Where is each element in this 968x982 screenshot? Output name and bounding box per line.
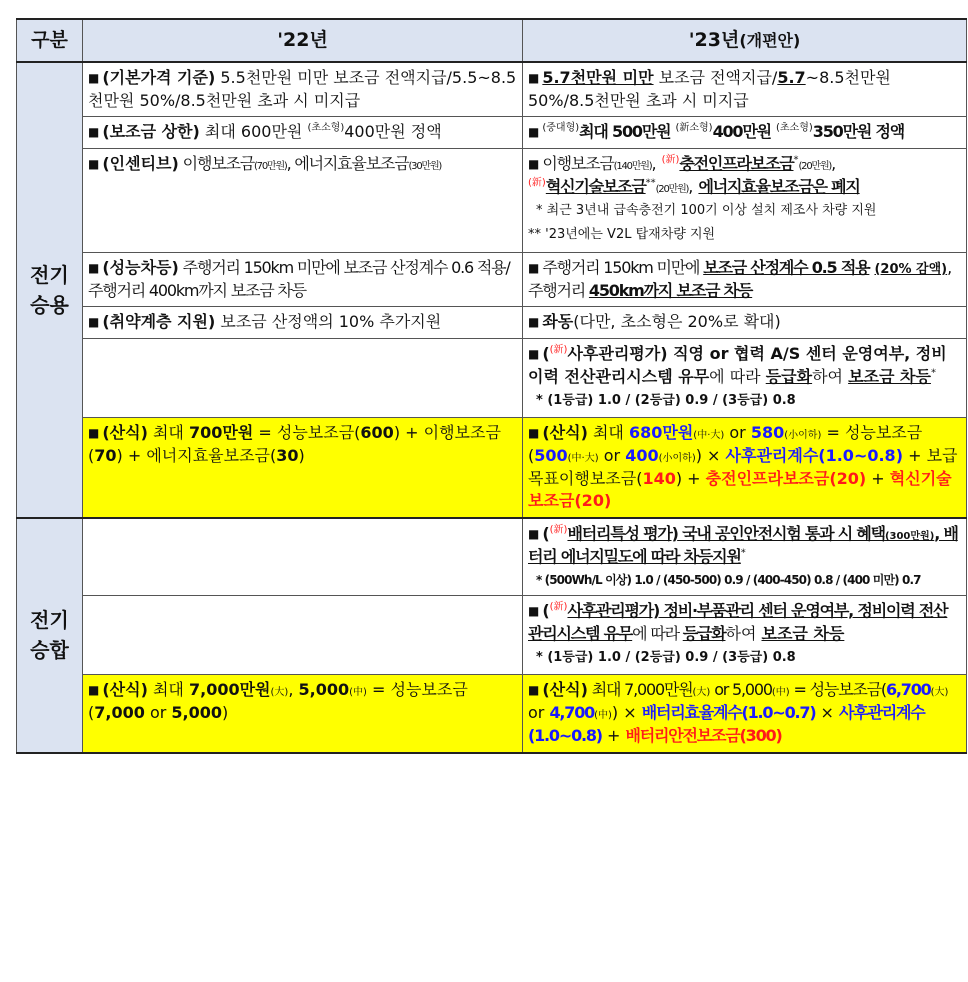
row1-2022: [83, 62, 523, 117]
bullet-icon: ■: [528, 426, 540, 441]
row8-2022-empty: [83, 518, 523, 596]
text: = 성능보조금(: [789, 680, 886, 700]
text: 직영 or 협력 A/S 센터 운영여부, 정비이력 전산관리시스템 유무: [528, 344, 947, 386]
emph: 400: [625, 445, 659, 465]
section-passenger: 전기 승용: [17, 62, 83, 518]
sup-new: (新): [549, 602, 568, 614]
sub: (中): [771, 687, 790, 699]
emph: 배터리안전보조금(300): [625, 725, 782, 745]
sup: *: [740, 547, 746, 559]
label: (기본가격 기준): [102, 68, 216, 87]
emph: 5,000: [298, 680, 350, 700]
emph: (: [542, 344, 550, 364]
emph: 450km까지 보조금 차등: [588, 280, 753, 300]
text: 에 따라: [709, 366, 766, 386]
emph: 보조금 차등: [848, 366, 931, 386]
emph: 6,700: [885, 680, 931, 700]
sub: (中·大): [567, 452, 599, 464]
emph: (20% 감액): [874, 261, 948, 277]
text: , 에너지효율보조금: [286, 154, 409, 174]
row6-2022-empty: [83, 339, 523, 418]
bullet-icon: ■: [528, 604, 540, 619]
row9-2022-empty: [83, 596, 523, 675]
bullet-icon: ■: [528, 157, 540, 172]
emph: (: [542, 524, 550, 544]
sub: (20만원): [655, 183, 689, 195]
text: 5.5천만원 미만 보조금 전액지급/5.5~8.5천만원 50%/8.5천만원 초과 시 미지급: [88, 68, 517, 110]
bullet-icon: ■: [88, 426, 100, 441]
bullet-icon: ■: [528, 527, 540, 542]
sup-new: (新): [549, 524, 568, 536]
emph: 최대 500만원: [579, 122, 671, 142]
row10-2023: [523, 675, 967, 753]
emph: 등급화: [682, 624, 726, 644]
row4-2022: [83, 252, 523, 306]
label: (산식): [102, 423, 148, 443]
emph: 70: [94, 445, 117, 465]
text: 최대 7,000만원: [587, 680, 693, 700]
text: +: [866, 468, 890, 488]
emph: 보조금 산정계수 0.5 적용: [703, 257, 870, 277]
text: 주행거리 150km 미만에: [542, 257, 704, 277]
label: (산식): [102, 680, 148, 700]
text: = 성능보조금(: [88, 680, 468, 723]
bullet-icon: ■: [88, 71, 100, 85]
emph: 충전인프라보조금: [679, 154, 794, 174]
text: or 5,000: [710, 680, 772, 700]
bullet-icon: ■: [528, 260, 540, 275]
header-category: 구분: [17, 19, 83, 62]
row-battery: [17, 518, 967, 596]
row1-2023: [523, 62, 967, 117]
text: +: [601, 725, 626, 745]
row-vulnerable: [17, 307, 967, 339]
sub: (中·大): [693, 430, 725, 442]
text: 최대: [587, 423, 629, 443]
row-incentive: [17, 149, 967, 253]
bullet-icon: ■: [88, 157, 100, 172]
emph: 등급화: [765, 366, 813, 386]
sup: *: [930, 367, 936, 379]
text: or: [144, 703, 172, 723]
emph: 좌동: [542, 312, 574, 332]
section-van: 전기 승합: [17, 518, 83, 753]
text: 이행보조금: [178, 154, 254, 174]
emph: 충전인프라보조금(20): [705, 468, 867, 488]
footnote: ** '23년에는 V2L 탑재차량 지원: [528, 227, 716, 243]
row4-2023: [523, 252, 967, 306]
text: or: [724, 423, 751, 443]
footnote: * (1등급) 1.0 / (2등급) 0.9 / (3등급) 0.8: [536, 392, 796, 408]
row-formula-passenger: [17, 418, 967, 518]
row3-2022: [83, 149, 523, 253]
emph: 700만원: [188, 423, 254, 443]
sup: *: [793, 154, 799, 166]
sub: (300만원): [884, 531, 935, 543]
row-performance: [17, 252, 967, 306]
emph: 7,000: [94, 703, 145, 723]
row9-2023: [523, 596, 967, 675]
subsidy-comparison-table: [16, 18, 967, 754]
bullet-icon: ■: [88, 315, 100, 330]
text: , 배터리 에너지밀도에 따라 차등지원: [528, 524, 958, 566]
emph: 사후관리평가): [567, 601, 660, 621]
row3-2023: [523, 149, 967, 253]
sup-new: (新): [549, 344, 568, 356]
footnote: * (1등급) 1.0 / (2등급) 0.9 / (3등급) 0.8: [536, 649, 796, 665]
row5-2023: [523, 307, 967, 339]
row8-2023: [523, 518, 967, 596]
label: (산식): [542, 680, 588, 700]
bullet-icon: ■: [528, 125, 540, 140]
bullet-icon: ■: [88, 125, 100, 140]
emph: 4,700: [549, 703, 595, 723]
emph: 배터리특성 평가): [567, 524, 678, 544]
text: 주행거리 150km 미만에 보조금 산정계수 0.6 적용/주행거리 400km까지 보조금 차등: [88, 257, 510, 300]
row5-2022: [83, 307, 523, 339]
text: ~8.5천만원 50%/8.5천만원 초과 시 미지급: [528, 68, 891, 110]
sep: ,: [651, 154, 662, 174]
text: 국내 공인안전시험 통과 시 혜택: [677, 524, 885, 544]
text: or: [528, 703, 550, 723]
text: 이행보조금: [542, 154, 614, 174]
footnote: * (500Wh/L 이상) 1.0 / (450-500) 0.9 / (400-450) 0.8 / (400 미만) 0.7: [536, 572, 921, 587]
label: (산식): [542, 423, 588, 443]
sub: (140만원): [613, 161, 652, 173]
row-base-price: [17, 62, 967, 117]
emph: 5,000: [171, 703, 223, 723]
footnote: * 최근 3년내 급속충전기 100기 이상 설치 제조사 차량 지원: [536, 202, 877, 218]
text: 정비·부품관리 센터 운영여부, 정비이력 전산관리시스템 유무: [528, 601, 948, 644]
sup: (중대형): [542, 123, 580, 135]
sup: **: [645, 177, 656, 189]
header-2023: [523, 19, 967, 62]
row2-2023: [523, 117, 967, 149]
text: 에 따라: [632, 624, 683, 644]
sub: (小이하): [784, 430, 822, 442]
sub: (小이하): [658, 452, 696, 464]
row7-2022: [83, 418, 523, 518]
text: , 주행거리: [528, 257, 951, 300]
emph: 보조금 차등: [761, 624, 845, 644]
row-aftercare-van: [17, 596, 967, 675]
sup: (초소형): [307, 123, 345, 135]
sub: (大): [270, 687, 289, 699]
text: ×: [815, 703, 840, 723]
header-row: [17, 19, 967, 62]
row6-2023: [523, 339, 967, 418]
label: (인센티브): [102, 154, 179, 174]
emph: 600: [360, 423, 394, 443]
text: ) ×: [695, 445, 726, 465]
emph: (: [542, 601, 550, 621]
emph: 사후관리평가): [567, 344, 668, 364]
sub: (大): [692, 687, 711, 699]
sub: (中): [349, 687, 367, 699]
label: (취약계층 지원): [102, 312, 216, 332]
text: 400만원 정액: [344, 122, 442, 142]
sub: (大): [930, 687, 949, 699]
row7-2023: [523, 418, 967, 518]
emph: 30: [276, 445, 299, 465]
emph: 5.7: [777, 68, 806, 87]
sep: ,: [688, 176, 699, 196]
bullet-icon: ■: [88, 260, 100, 275]
emph: 350만원 정액: [812, 122, 904, 142]
text: 최대: [147, 423, 189, 443]
sup: (新소형): [675, 123, 713, 135]
emph: 140: [642, 468, 676, 488]
row-aftercare: [17, 339, 967, 418]
text: + 보급목표이행보조금(: [528, 445, 958, 488]
emph: 500: [534, 445, 568, 465]
text: ) +: [675, 468, 706, 488]
bullet-icon: ■: [88, 683, 100, 698]
row10-2022: [83, 675, 523, 753]
emph: 혁신기술보조금(20): [528, 468, 952, 511]
sup: (초소형): [775, 123, 813, 135]
text: 최대 600만원: [199, 122, 308, 142]
bullet-icon: ■: [528, 683, 540, 698]
sup-new: (新): [528, 177, 546, 189]
text: ) + 에너지효율보조금(: [116, 445, 277, 465]
emph: 사후관리계수(1.0~0.8): [725, 445, 904, 465]
sub: (中): [594, 710, 612, 722]
text: 보조금 산정액의 10% 추가지원: [215, 312, 442, 332]
text: = 성능보조금(: [253, 423, 361, 443]
text: ): [222, 703, 229, 723]
text: = 성능보조금(: [528, 423, 923, 465]
text: ) ×: [611, 703, 642, 723]
emph: 5.7천만원 미만: [542, 68, 654, 87]
emph: 에너지효율보조금은 폐지: [698, 176, 860, 196]
bullet-icon: ■: [528, 315, 540, 330]
text: ): [298, 445, 305, 465]
header-2023-sub: (개편안): [739, 31, 801, 51]
sub: (30만원): [408, 161, 442, 173]
sup-new: (新): [661, 154, 680, 166]
text: 보조금 전액지급/: [653, 68, 778, 87]
header-2023-year: '23년: [688, 29, 740, 52]
emph: 680만원: [628, 423, 694, 443]
text: (다만, 초소형은 20%로 확대): [573, 312, 781, 332]
sub: (20만원): [798, 161, 832, 173]
emph: 580: [750, 423, 785, 443]
label: (성능차등): [102, 257, 179, 277]
text: 하여: [812, 366, 849, 386]
sep: ,: [831, 154, 837, 174]
row-cap: [17, 117, 967, 149]
text: 하여: [725, 624, 762, 644]
text: ,: [288, 680, 299, 700]
header-2022: '22년: [83, 19, 523, 62]
emph: 7,000만원: [188, 680, 271, 700]
row-formula-van: [17, 675, 967, 753]
emph: 혁신기술보조금: [545, 176, 646, 196]
bullet-icon: ■: [528, 347, 540, 362]
label: (보조금 상한): [102, 122, 200, 142]
row2-2022: [83, 117, 523, 149]
bullet-icon: ■: [528, 71, 540, 85]
emph: 사후관리계수(1.0~0.8): [528, 703, 925, 745]
sub: (70만원): [253, 161, 287, 173]
text: or: [598, 445, 626, 465]
text: 최대: [147, 680, 189, 700]
text: ) + 이행보조금(: [88, 423, 501, 465]
emph: 배터리효율계수(1.0~0.7): [641, 703, 816, 723]
emph: 400만원: [712, 122, 771, 142]
